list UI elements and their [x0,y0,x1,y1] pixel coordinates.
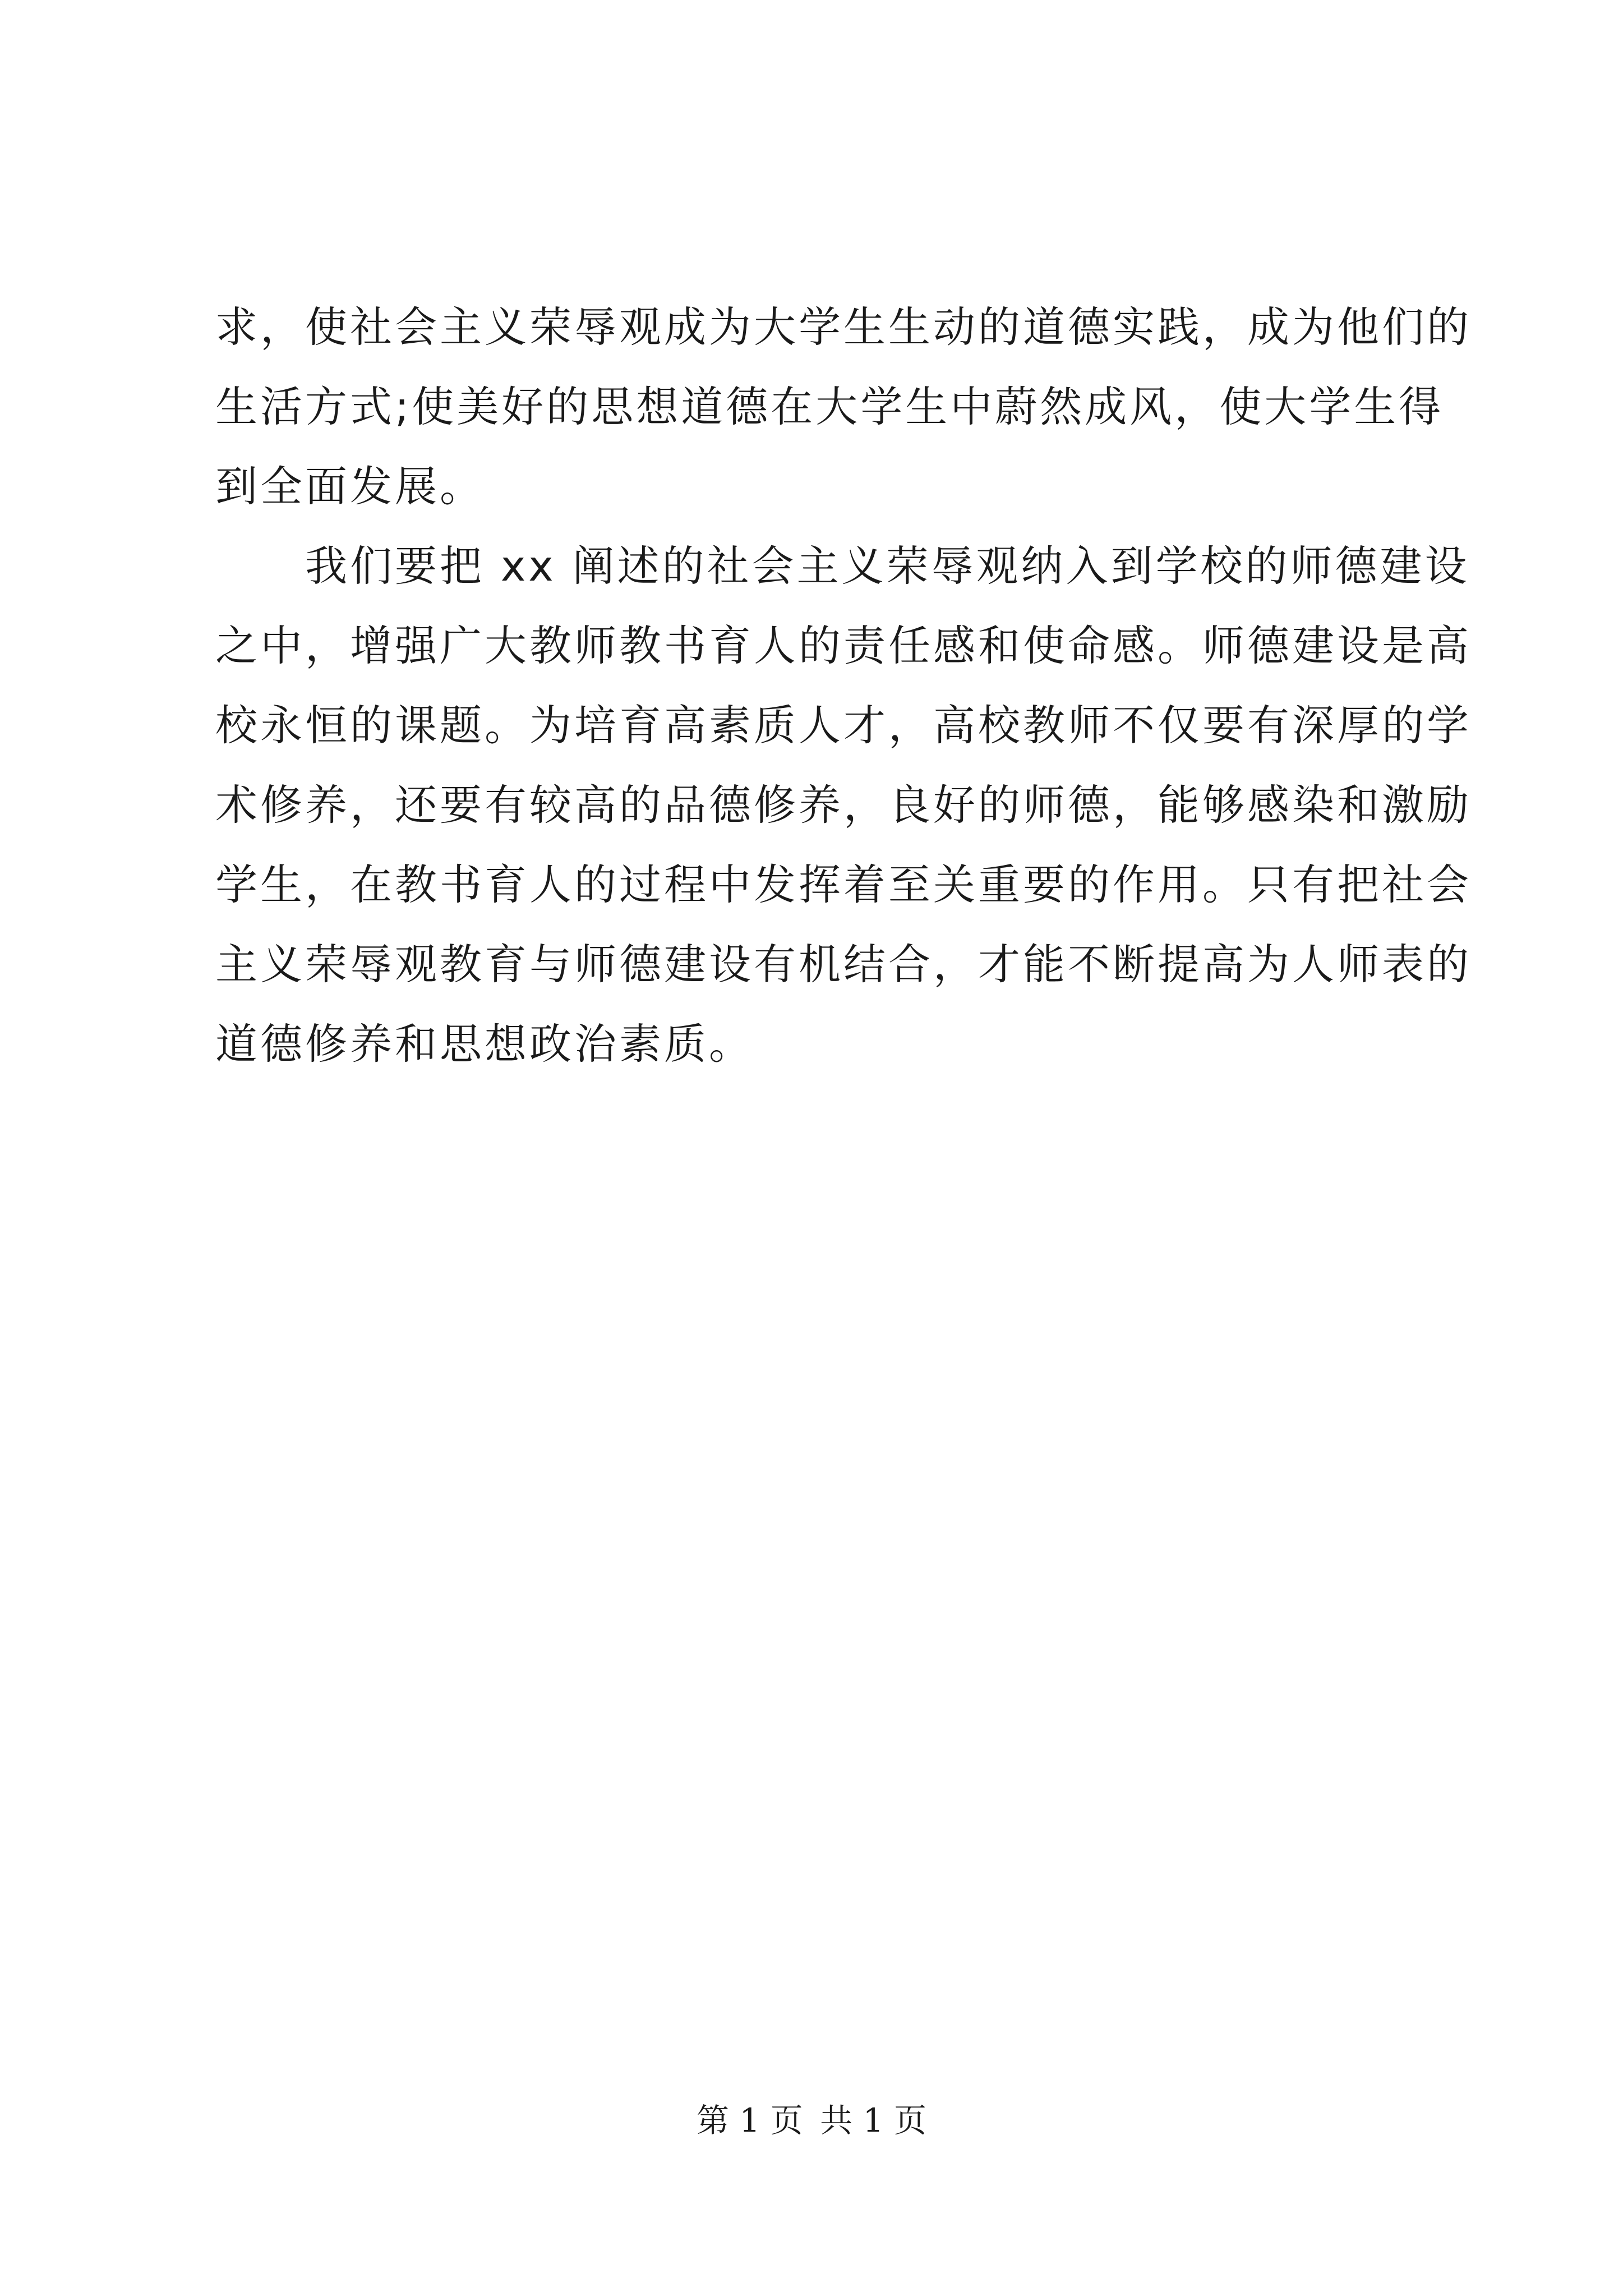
text-line: 生活方式;使美好的思想道德在大学生中蔚然成风，使大学生得 [215,382,1444,431]
text-line: 校永恒的课题。为培育高素质人才，高校教师不仅要有深厚的学 [215,701,1472,750]
page-number: 第 1 页 [697,2101,803,2139]
text-line: 我们要把 xx 阐述的社会主义荣辱观纳入到学校的师德建设 [215,541,1470,591]
text-line: 主义荣辱观教育与师德建设有机结合，才能不断提高为人师表的 [215,940,1472,989]
page-total: 共 1 页 [820,2101,926,2139]
text-line: 术修养，还要有较高的品德修养，良好的师德，能够感染和激励 [215,780,1472,830]
text-line: 学生，在教书育人的过程中发挥着至关重要的作用。只有把社会 [215,860,1472,909]
text-line: 之中，增强广大教师教书育人的责任感和使命感。师德建设是高 [215,621,1472,670]
text-line: 求，使社会主义荣辱观成为大学生生动的道德实践，成为他们的 [215,302,1472,352]
page-footer [0,2101,1623,2140]
body-text [215,287,1472,1084]
text-line: 到全面发展。 [215,462,485,511]
text-line: 道德修养和思想政治素质。 [215,1019,754,1069]
